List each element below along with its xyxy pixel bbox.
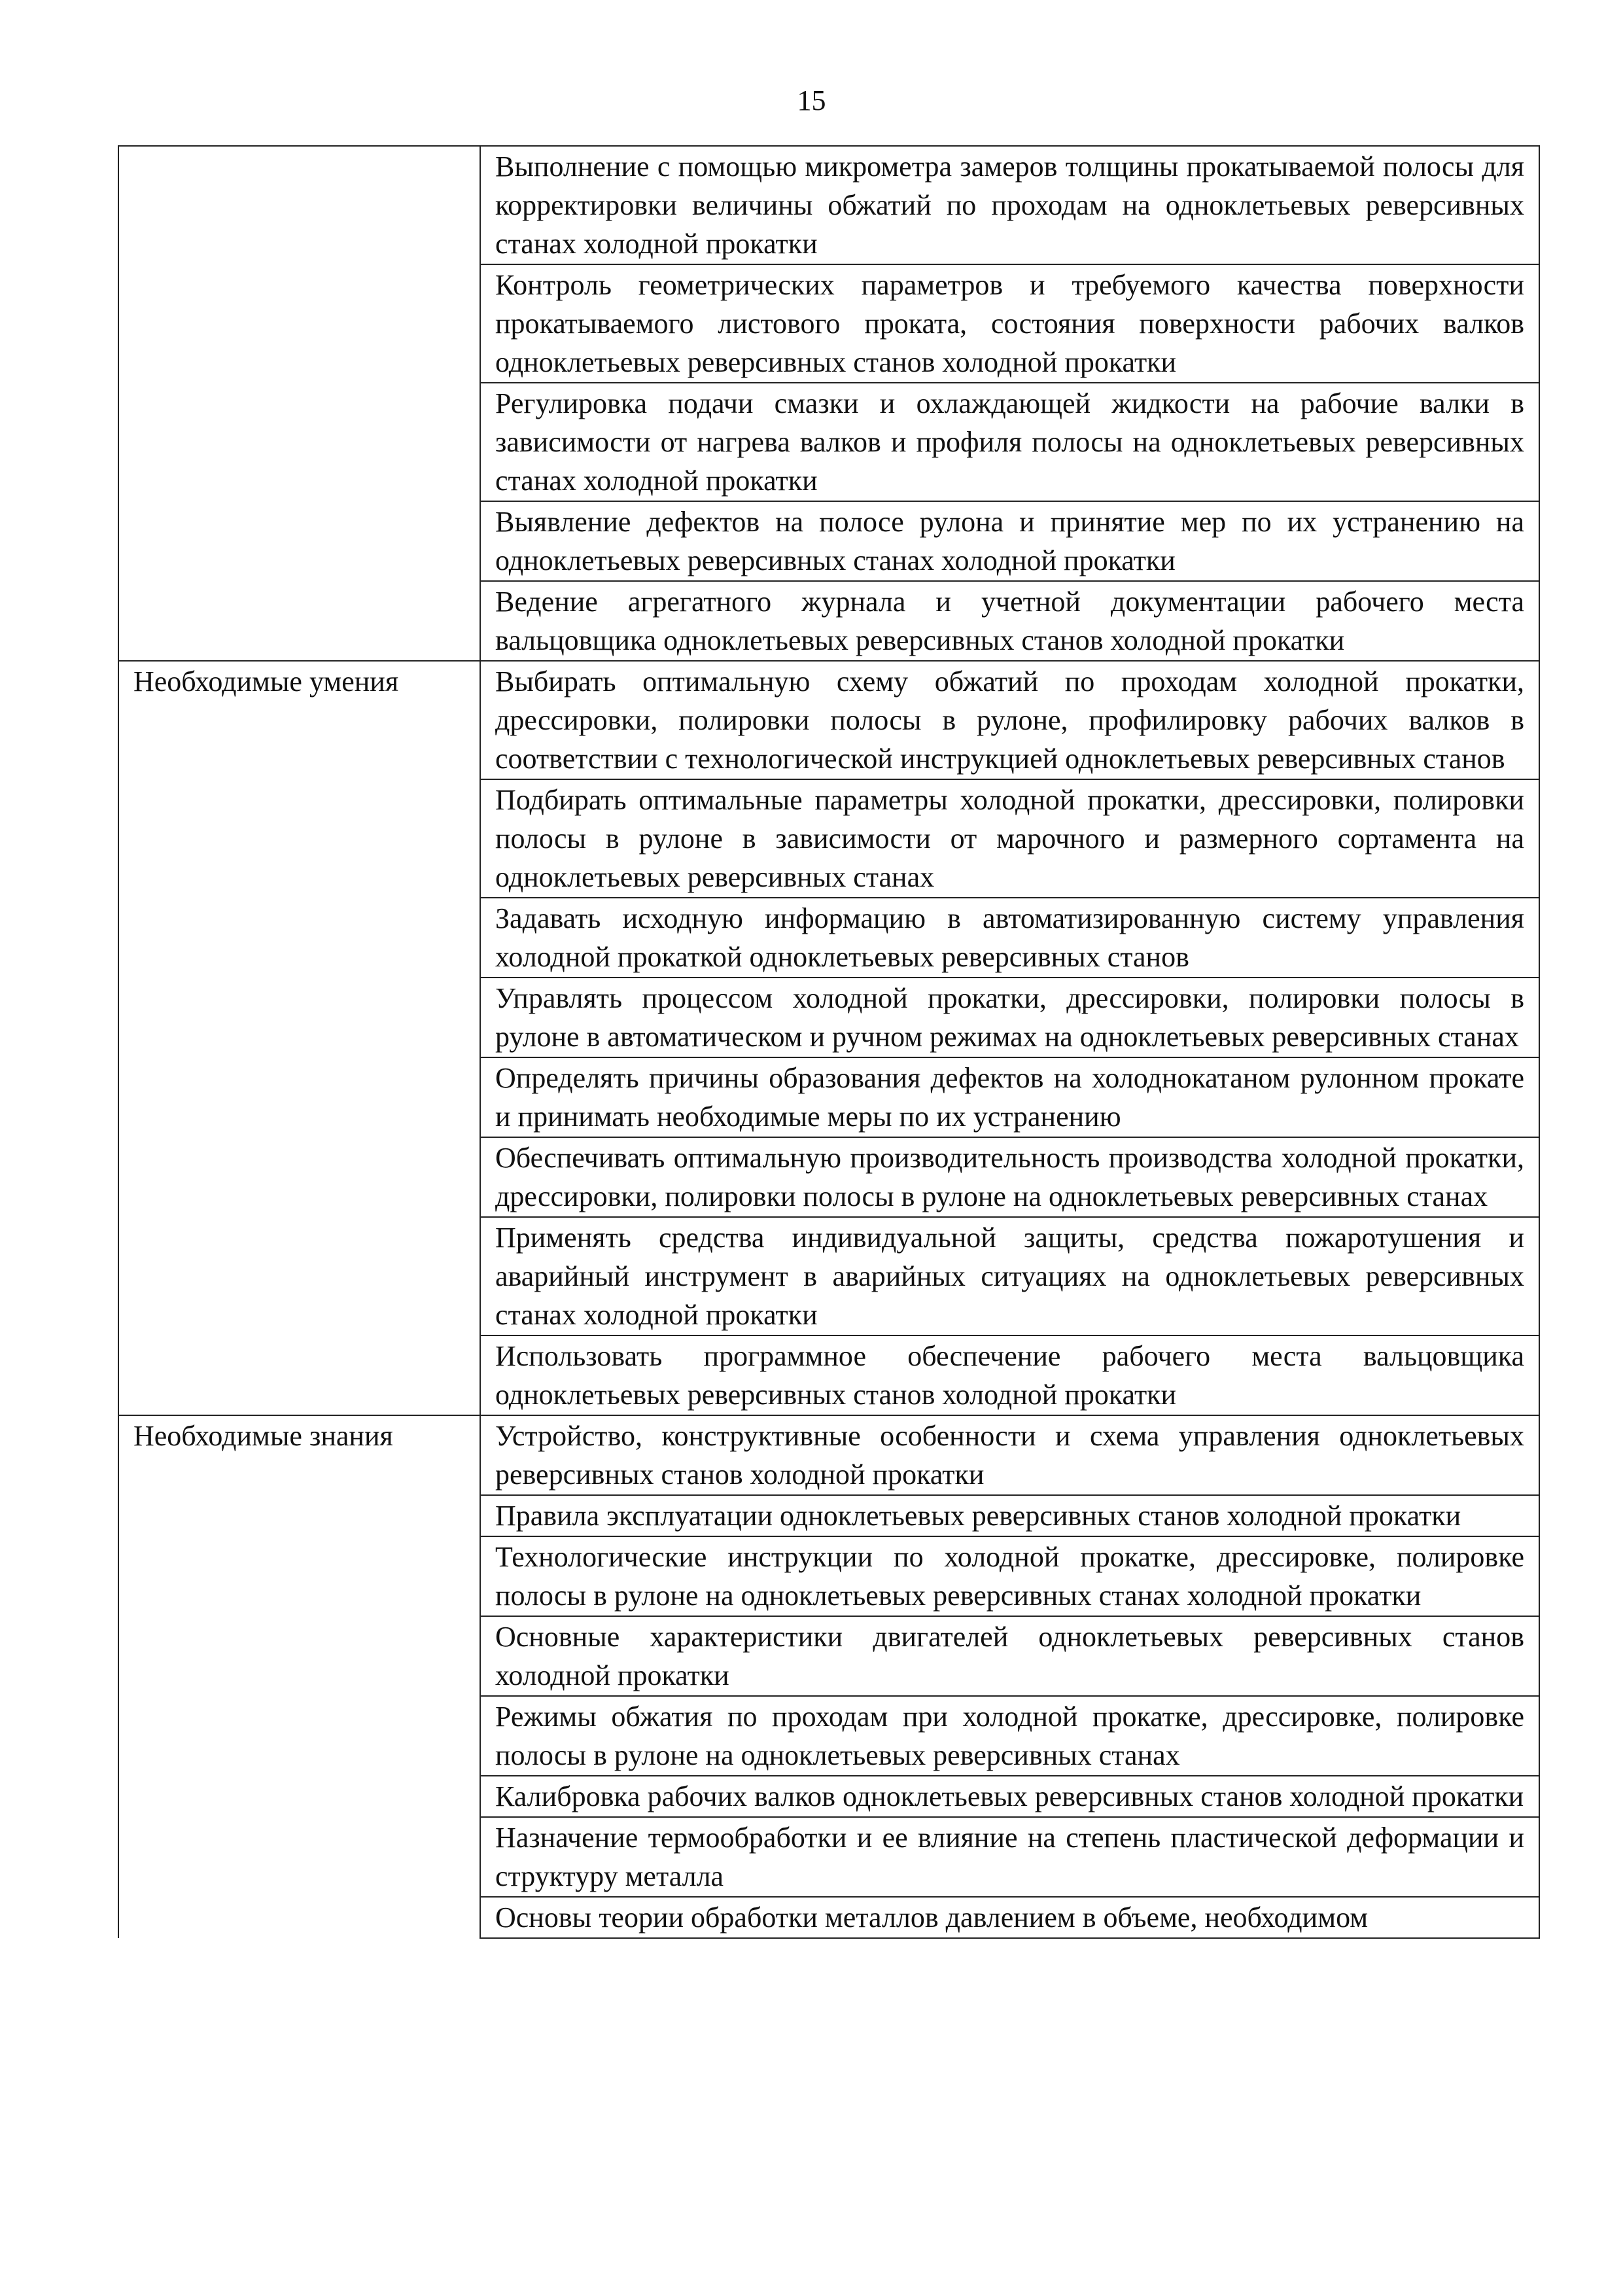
table-row	[118, 1335, 1539, 1415]
table-cell-item: Контроль геометрических параметров и требуемого качества поверхности прокатываемого листового проката, состояния поверхности рабочих валков одноклетьевых реверсивных станов холодной прокатки	[480, 264, 1539, 383]
table-row	[118, 1817, 1539, 1897]
table-cell-item: Правила эксплуатации одноклетьевых реверсивных станов холодной прокатки	[480, 1495, 1539, 1536]
table-cell-item: Технологические инструкции по холодной прокатке, дрессировке, полировке полосы в рулоне на одноклетьевых реверсивных станах холодной прокатки	[480, 1536, 1539, 1616]
table-cell-item: Выявление дефектов на полосе рулона и принятие мер по их устранению на одноклетьевых реверсивных станах холодной прокатки	[480, 501, 1539, 581]
table-row	[118, 1616, 1539, 1696]
table-cell-item: Обеспечивать оптимальную производительность производства холодной прокатки, дрессировки, полировки полосы в рулоне на одноклетьевых реверсивных станах	[480, 1137, 1539, 1217]
table-row	[118, 1536, 1539, 1616]
table-row	[118, 501, 1539, 581]
table-cell-item: Задавать исходную информацию в автоматизированную систему управления холодной прокаткой одноклетьевых реверсивных станов	[480, 898, 1539, 978]
table-cell-item: Подбирать оптимальные параметры холодной прокатки, дрессировки, полировки полосы в рулоне в зависимости от марочного и размерного сортамента на одноклетьевых реверсивных станах	[480, 779, 1539, 898]
table-cell-item: Назначение термообработки и ее влияние на степень пластической деформации и структуру металла	[480, 1817, 1539, 1897]
table-row	[118, 383, 1539, 501]
table-row	[118, 1495, 1539, 1536]
table-row	[118, 264, 1539, 383]
table-cell-item: Регулировка подачи смазки и охлаждающей жидкости на рабочие валки в зависимости от нагрева валков и профиля полосы на одноклетьевых реверсивных станах холодной прокатки	[480, 383, 1539, 501]
table-cell-item: Ведение агрегатного журнала и учетной документации рабочего места вальцовщика одноклетьевых реверсивных станов холодной прокатки	[480, 581, 1539, 661]
table-row	[118, 978, 1539, 1057]
table-row	[118, 1415, 1539, 1495]
table-cell-item: Устройство, конструктивные особенности и схема управления одноклетьевых реверсивных станов холодной прокатки	[480, 1415, 1539, 1495]
table-cell-item: Применять средства индивидуальной защиты, средства пожаротушения и аварийный инструмент в аварийных ситуациях на одноклетьевых реверсивных станах холодной прокатки	[480, 1217, 1539, 1335]
table-row	[118, 1217, 1539, 1335]
category-knowledge: Необходимые знания	[118, 1415, 480, 1495]
table-row	[118, 1057, 1539, 1137]
category-cell-empty	[118, 146, 480, 264]
table-row	[118, 146, 1539, 264]
table-cell-item: Выполнение с помощью микрометра замеров толщины прокатываемой полосы для корректировки величины обжатий по проходам на одноклетьевых реверсивных станах холодной прокатки	[480, 146, 1539, 264]
table-row	[118, 898, 1539, 978]
table-row	[118, 1776, 1539, 1817]
table-row	[118, 1696, 1539, 1776]
competency-table	[118, 145, 1540, 1939]
table-row	[118, 1897, 1539, 1938]
table-cell-item: Основные характеристики двигателей одноклетьевых реверсивных станов холодной прокатки	[480, 1616, 1539, 1696]
table-cell-item: Определять причины образования дефектов на холоднокатаном рулонном прокате и принимать необходимые меры по их устранению	[480, 1057, 1539, 1137]
table-cell-item: Режимы обжатия по проходам при холодной прокатке, дрессировке, полировке полосы в рулоне на одноклетьевых реверсивных станах	[480, 1696, 1539, 1776]
table-row	[118, 661, 1539, 779]
table-cell-item: Выбирать оптимальную схему обжатий по проходам холодной прокатки, дрессировки, полировки полосы в рулоне, профилировку рабочих валков в соответствии с технологической инструкцией одноклетьевых реверсивных станов	[480, 661, 1539, 779]
table-cell-item: Использовать программное обеспечение рабочего места вальцовщика одноклетьевых реверсивных станов холодной прокатки	[480, 1335, 1539, 1415]
table-row	[118, 1137, 1539, 1217]
table-row	[118, 581, 1539, 661]
table-cell-item: Калибровка рабочих валков одноклетьевых реверсивных станов холодной прокатки	[480, 1776, 1539, 1817]
table-row	[118, 779, 1539, 898]
page-number: 15	[797, 84, 826, 116]
table-cell-item: Основы теории обработки металлов давлением в объеме, необходимом	[480, 1897, 1539, 1938]
category-skills: Необходимые умения	[118, 661, 480, 779]
table-cell-item: Управлять процессом холодной прокатки, дрессировки, полировки полосы в рулоне в автоматическом и ручном режимах на одноклетьевых реверсивных станах	[480, 978, 1539, 1057]
